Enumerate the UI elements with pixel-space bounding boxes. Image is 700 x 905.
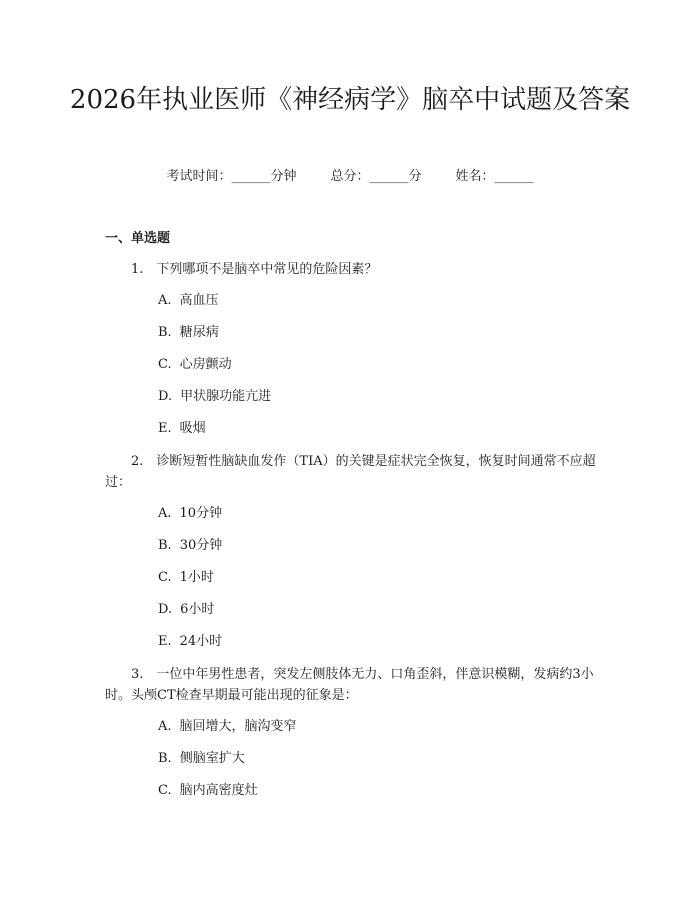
question-3-option-a: [158, 718, 297, 736]
page-title: 2026年执业医师《神经病学》脑卒中试题及答案: [69, 85, 631, 115]
option-letter: D.: [158, 602, 173, 617]
option-letter: B.: [158, 751, 172, 766]
option-text: 6小时: [180, 602, 215, 617]
option-letter: A.: [158, 293, 172, 308]
option-text: 脑内高密度灶: [179, 783, 258, 798]
question-number: 3.: [131, 667, 144, 682]
option-text: 24小时: [179, 634, 223, 649]
option-letter: C.: [158, 357, 172, 372]
question-2-option-c: [158, 569, 214, 587]
option-text: 脑回增大，脑沟变窄: [179, 719, 297, 734]
option-text: 侧脑室扩大: [179, 751, 245, 766]
question-1-option-e: [158, 420, 206, 438]
question-2-stem: [105, 451, 600, 493]
option-letter: B.: [158, 325, 172, 340]
option-letter: E.: [158, 421, 172, 436]
option-letter: D.: [158, 389, 173, 404]
question-text: 下列哪项不是脑卒中常见的危险因素？: [156, 262, 378, 277]
section-heading: 一、单选题: [105, 231, 171, 246]
question-1-option-a: [158, 292, 219, 310]
option-text: 高血压: [179, 293, 219, 308]
option-letter: A.: [158, 506, 172, 521]
option-text: 1小时: [179, 570, 214, 585]
question-number: 2.: [131, 454, 144, 469]
question-text: 一位中年男性患者，突发左侧肢体无力、口角歪斜，伴意识模糊，发病约3小时。头颅CT检查早期最可能出现的征象是：: [105, 667, 594, 703]
question-1-option-c: [158, 356, 232, 374]
question-2-option-d: [158, 601, 214, 619]
question-2-option-e: [158, 633, 222, 651]
option-text: 心房颤动: [179, 357, 232, 372]
option-text: 10分钟: [179, 506, 223, 521]
option-letter: C.: [158, 783, 172, 798]
option-letter: A.: [158, 719, 172, 734]
option-text: 吸烟: [179, 421, 206, 436]
question-3-option-b: [158, 750, 245, 768]
option-letter: E.: [158, 634, 172, 649]
question-1-stem: [105, 259, 600, 280]
question-2-option-b: [158, 537, 222, 555]
total-score-field: 总分：______分: [330, 169, 422, 184]
option-letter: C.: [158, 570, 172, 585]
option-text: 糖尿病: [179, 325, 219, 340]
question-text: 诊断短暂性脑缺血发作（TIA）的关键是症状完全恢复，恢复时间通常不应超过：: [105, 454, 596, 490]
question-2-option-a: [158, 505, 222, 523]
question-3-stem: [105, 664, 600, 706]
question-3-option-c: [158, 782, 258, 800]
question-1-option-b: [158, 324, 219, 342]
exam-info-line: [0, 168, 700, 186]
option-letter: B.: [158, 538, 172, 553]
question-number: 1.: [131, 262, 144, 277]
exam-time-field: 考试时间：______分钟: [166, 169, 297, 184]
question-1-option-d: [158, 388, 271, 406]
option-text: 30分钟: [179, 538, 223, 553]
option-text: 甲状腺功能亢进: [180, 389, 272, 404]
student-name-field: 姓名：______: [455, 169, 534, 184]
